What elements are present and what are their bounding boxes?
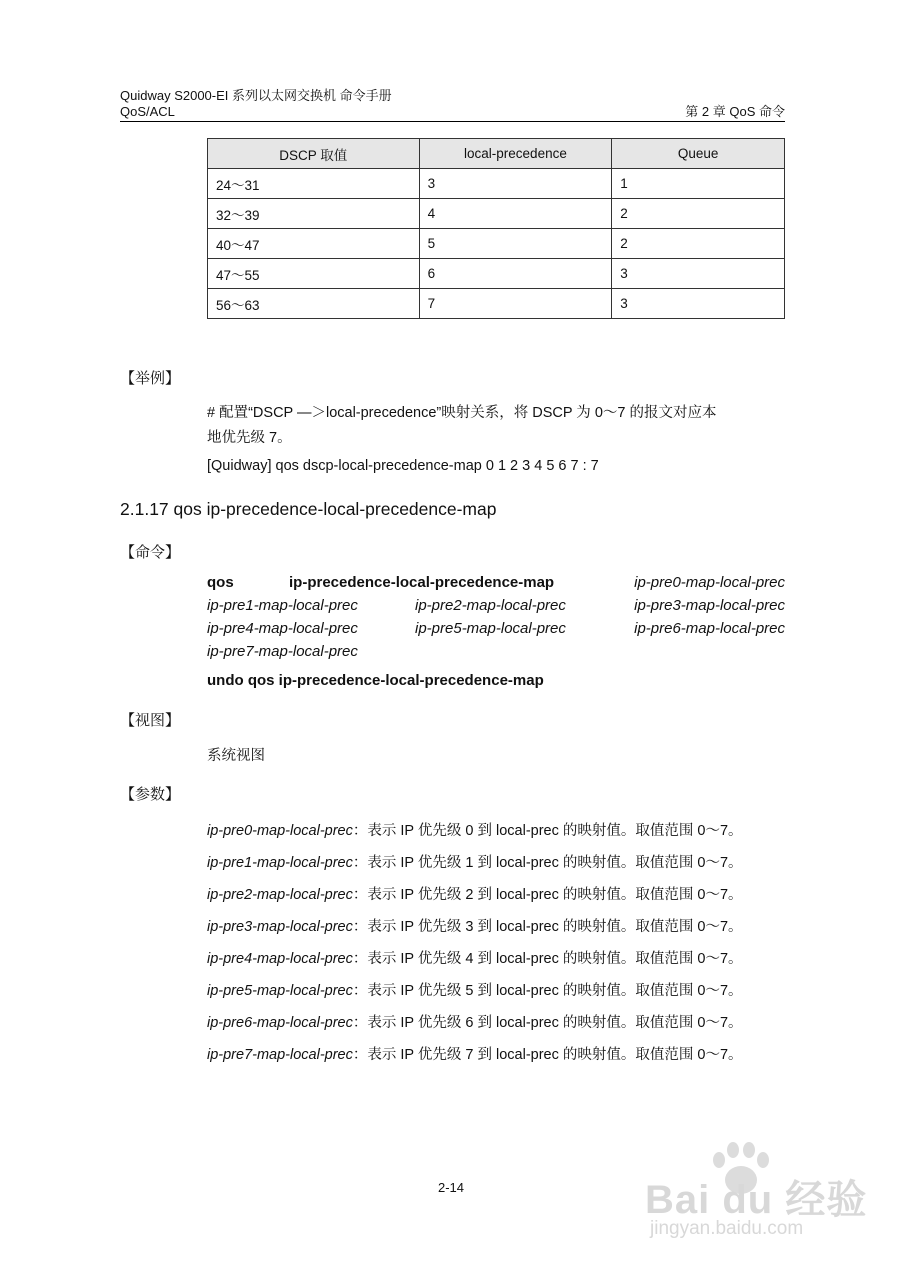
- command-keyword-qos: qos: [207, 574, 234, 591]
- param-name: ip-pre3-map-local-prec: [207, 919, 353, 935]
- command-tag: 【命令】: [120, 544, 181, 561]
- command-arg: ip-pre1-map-local-prec: [207, 597, 358, 614]
- param-name: ip-pre6-map-local-prec: [207, 1015, 353, 1031]
- example-tag: 【举例】: [120, 370, 181, 387]
- param-name: ip-pre4-map-local-prec: [207, 951, 353, 967]
- command-arg: ip-pre4-map-local-prec: [207, 620, 358, 637]
- section-title: 2.1.17 qos ip-precedence-local-precedence-map: [120, 499, 497, 519]
- table-cell: 47～55: [208, 259, 420, 289]
- param-desc: ：表示 IP 优先级 4 到 local-prec 的映射值。取值范围 0～7。: [352, 951, 743, 967]
- table-cell: 6: [419, 259, 612, 289]
- param-name: ip-pre7-map-local-prec: [207, 1047, 353, 1063]
- table-cell: 3: [612, 289, 785, 319]
- table-row: [208, 229, 785, 259]
- param-desc: ：表示 IP 优先级 6 到 local-prec 的映射值。取值范围 0～7。: [352, 1015, 743, 1031]
- view-tag: 【视图】: [120, 712, 181, 729]
- table-row: [208, 289, 785, 319]
- param-line: [207, 979, 743, 1000]
- command-arg: ip-pre3-map-local-prec: [634, 597, 785, 614]
- command-arg: ip-pre2-map-local-prec: [415, 597, 566, 614]
- param-desc: ：表示 IP 优先级 5 到 local-prec 的映射值。取值范围 0～7。: [352, 983, 743, 999]
- table-row: [208, 169, 785, 199]
- command-arg: ip-pre7-map-local-prec: [207, 643, 358, 660]
- param-name: ip-pre0-map-local-prec: [207, 823, 353, 839]
- param-line: [207, 947, 743, 968]
- table-header-cell: local-precedence: [419, 139, 612, 169]
- view-text: 系统视图: [207, 748, 265, 764]
- table-cell: 1: [612, 169, 785, 199]
- table-cell: 2: [612, 199, 785, 229]
- param-line: [207, 883, 743, 904]
- param-line: [207, 851, 743, 872]
- param-desc: ：表示 IP 优先级 0 到 local-prec 的映射值。取值范围 0～7。: [352, 823, 743, 839]
- example-desc-line1: # 配置“DSCP —＞local-precedence”映射关系，将 DSCP 为 0～7 的报文对应本: [207, 405, 717, 421]
- table-cell: 4: [419, 199, 612, 229]
- header-rule: [120, 121, 785, 122]
- table-cell: 3: [612, 259, 785, 289]
- command-arg: ip-pre0-map-local-prec: [634, 574, 785, 591]
- table-cell: 2: [612, 229, 785, 259]
- param-line: [207, 1011, 743, 1032]
- param-line: [207, 1043, 743, 1064]
- example-code: [Quidway] qos dscp-local-precedence-map 0 1 2 3 4 5 6 7 : 7: [207, 458, 599, 474]
- params-tag: 【参数】: [120, 786, 181, 803]
- table-cell: 56～63: [208, 289, 420, 319]
- table-header-row: [208, 139, 785, 169]
- param-desc: ：表示 IP 优先级 1 到 local-prec 的映射值。取值范围 0～7。: [352, 855, 743, 871]
- table-cell: 24～31: [208, 169, 420, 199]
- table-cell: 3: [419, 169, 612, 199]
- param-name: ip-pre2-map-local-prec: [207, 887, 353, 903]
- command-undo: undo qos ip-precedence-local-precedence-map: [207, 672, 544, 689]
- param-name: ip-pre1-map-local-prec: [207, 855, 353, 871]
- param-desc: ：表示 IP 优先级 2 到 local-prec 的映射值。取值范围 0～7。: [352, 887, 743, 903]
- command-keyword-map: ip-precedence-local-precedence-map: [289, 574, 555, 591]
- example-desc-line2: 地优先级 7。: [207, 430, 292, 446]
- param-desc: ：表示 IP 优先级 3 到 local-prec 的映射值。取值范围 0～7。: [352, 919, 743, 935]
- header-chapter: 第 2 章 QoS 命令: [685, 104, 785, 119]
- table-row: [208, 259, 785, 289]
- param-name: ip-pre5-map-local-prec: [207, 983, 353, 999]
- page-number: 2-14: [438, 1180, 465, 1195]
- table-cell: 7: [419, 289, 612, 319]
- command-arg: ip-pre6-map-local-prec: [634, 620, 785, 637]
- table-cell: 32～39: [208, 199, 420, 229]
- watermark-brand: Bai du 经验: [645, 1178, 868, 1222]
- command-arg: ip-pre5-map-local-prec: [415, 620, 566, 637]
- dscp-map-table: [207, 138, 785, 319]
- param-desc: ：表示 IP 优先级 7 到 local-prec 的映射值。取值范围 0～7。: [352, 1047, 743, 1063]
- table-cell: 5: [419, 229, 612, 259]
- param-line: [207, 915, 743, 936]
- table-cell: 40～47: [208, 229, 420, 259]
- table-header-cell: Queue: [612, 139, 785, 169]
- table-header-cell: DSCP 取值: [208, 139, 420, 169]
- header-title: Quidway S2000-EI 系列以太网交换机 命令手册: [120, 88, 392, 103]
- table-row: [208, 199, 785, 229]
- watermark-url: jingyan.baidu.com: [650, 1218, 804, 1239]
- param-line: [207, 819, 743, 840]
- header-section: QoS/ACL: [120, 104, 175, 119]
